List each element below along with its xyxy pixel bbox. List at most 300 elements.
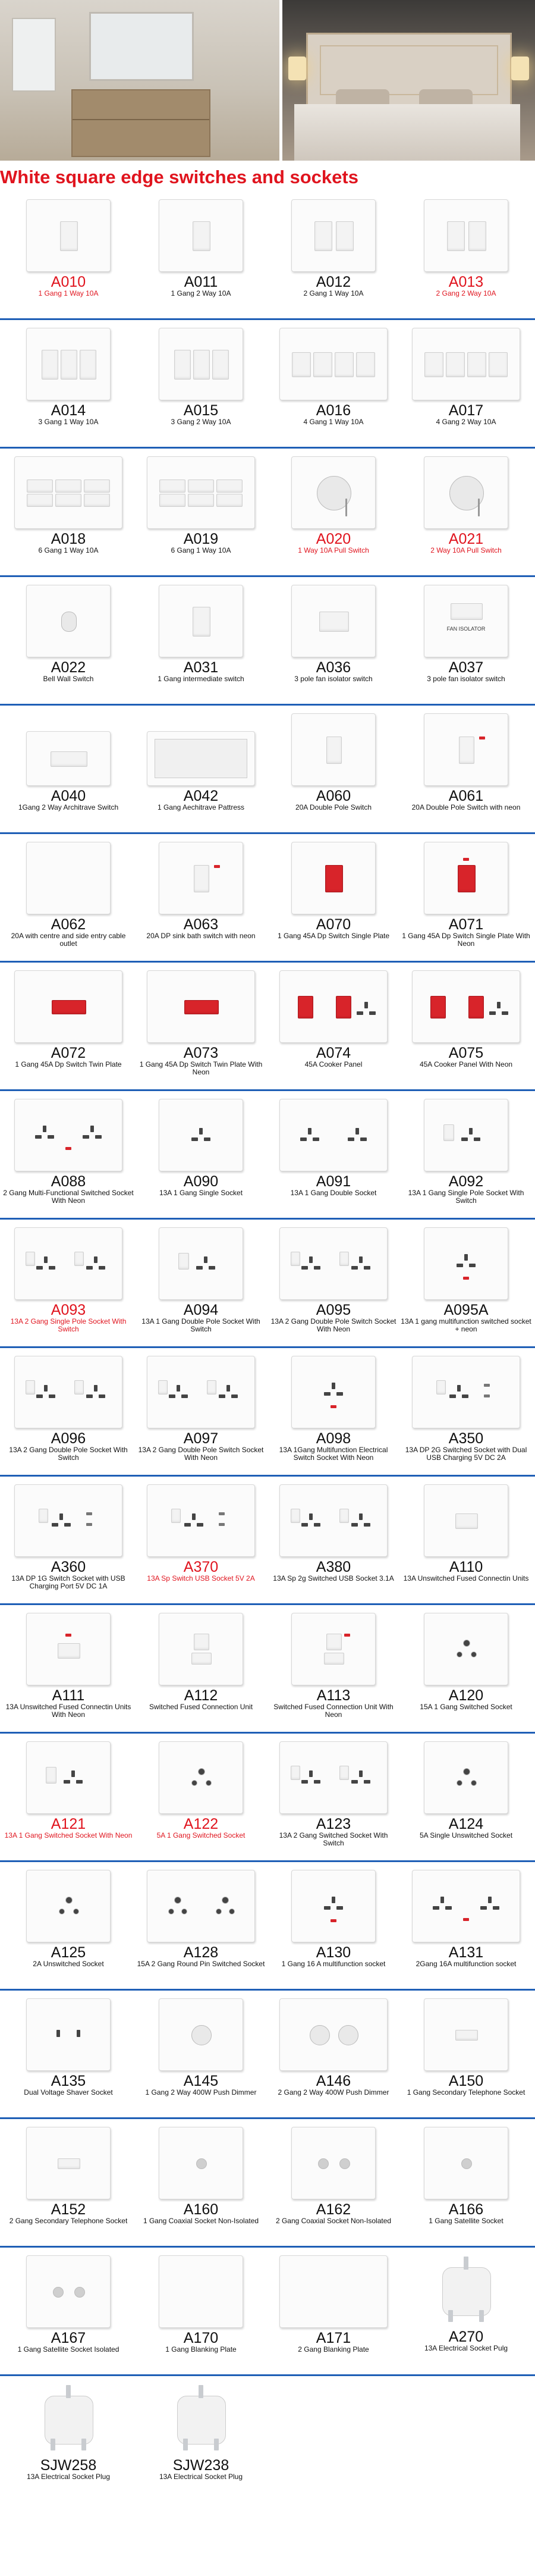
round-pin-hole [471,1651,477,1657]
coax-connector [339,2158,350,2169]
live-pin-slot [351,1266,358,1270]
red-rocker [298,996,313,1019]
product-code: A070 [316,916,351,933]
product-image [147,1356,255,1428]
product-description: 13A Unswitched Fused Connectin Units [403,1574,529,1582]
product-card [3,967,134,1068]
earth-pin-slot [71,1770,75,1777]
product-image [279,1998,388,2071]
earth-pin-slot [309,1256,313,1263]
product-image [279,970,388,1043]
row-divider [0,447,535,449]
usb-port [484,1384,490,1387]
rocker [212,350,229,380]
plug-pin [479,2310,484,2322]
product-card [401,453,531,554]
neutral-pin-slot [48,1135,54,1139]
product-row [0,1096,535,1215]
product-code: A061 [448,788,484,804]
rocker [194,865,209,892]
product-row [0,1353,535,1472]
live-pin-slot [191,1137,198,1141]
earth-pin-slot [43,1126,46,1132]
product-description: 45A Cooker Panel With Neon [419,1060,513,1068]
product-image [412,970,520,1043]
product-card [136,1481,266,1582]
rocker [26,1380,35,1394]
product-card [268,2124,399,2225]
product-row [0,582,535,701]
product-image [159,2255,243,2328]
product-description: Dual Voltage Shaver Socket [24,2088,113,2096]
product-image [279,1484,388,1557]
product-card [268,196,399,297]
product-image [424,1741,508,1814]
rocker [174,350,191,380]
product-description: 13A DP 2G Switched Socket with Dual USB Charging 5V DC 2A [405,1446,527,1462]
product-description: 13A Electrical Socket Pulg [424,2344,508,2352]
photo-lamp [511,57,529,80]
shaver-slot [77,2030,80,2037]
rocker [61,350,77,380]
rocker [55,494,81,507]
product-description: Bell Wall Switch [43,675,94,683]
product-card [268,325,399,426]
product-code: A131 [448,1944,484,1961]
product-image [159,1099,243,1171]
product-description: 1 Gang Coaxial Socket Non-Isolated [143,2217,259,2225]
product-image [291,585,376,657]
usb-port [86,1512,92,1515]
product-description: 6 Gang 1 Way 10A [38,546,99,554]
product-description: 1 Gang 45A Dp Switch Single Plate [277,932,390,940]
product-code: A062 [51,916,86,933]
red-rocker [52,1000,86,1014]
plug-body [177,2396,226,2445]
product-code: A145 [183,2073,219,2089]
round-pin-hole [471,1780,477,1786]
live-pin-slot [300,1137,307,1141]
row-divider [0,575,535,577]
product-image [412,1870,520,1942]
product-card [268,1995,399,2096]
product-row [0,710,535,829]
product-description: 5A Single Unswitched Socket [419,1831,513,1839]
product-card [401,1096,531,1205]
round-pin-hole [73,1909,79,1914]
earth-pin-slot [94,1385,97,1392]
product-card [136,1738,266,1839]
fuse-carrier [58,1643,80,1659]
product-description: 2Gang 16A multifunction socket [416,1960,517,1968]
rocker [314,221,332,251]
rocker [313,352,332,377]
product-row [0,1867,535,1986]
rocker [468,221,486,251]
product-image [291,456,376,529]
product-card [401,2252,531,2352]
round-pin-hole [222,1897,229,1904]
row-divider [0,1732,535,1734]
plug-pin [214,2439,219,2450]
product-code: A350 [448,1430,484,1447]
product-row [0,1995,535,2114]
product-code: A125 [51,1944,86,1961]
neutral-pin-slot [364,1780,370,1784]
earth-pin-slot [94,1256,97,1263]
product-code: A135 [51,2073,86,2089]
earth-pin-slot [192,1513,196,1520]
product-card [136,1096,266,1197]
product-description: 1 Gang 2 Way 10A [171,289,231,297]
rocker [436,1380,446,1394]
product-image [279,328,388,400]
coax-connector [53,2287,64,2298]
product-description: 4 Gang 1 Way 10A [303,418,364,426]
product-card [401,1224,531,1333]
product-code: A013 [448,274,484,290]
product-code: A072 [51,1045,86,1061]
neon-indicator [65,1634,71,1637]
product-card [3,2381,134,2481]
usb-port [219,1512,225,1515]
product-image [424,456,508,529]
product-card [268,2252,399,2354]
product-card [136,967,266,1076]
product-card [3,710,134,811]
product-code: A018 [51,531,86,547]
round-pin-hole [181,1909,187,1914]
product-description: 13A 2 Gang Single Pole Socket With Switch [10,1317,127,1333]
product-image [291,2127,376,2199]
product-code: A170 [183,2330,219,2346]
neutral-pin-slot [197,1523,203,1527]
dimmer-knob [338,2025,358,2045]
live-pin-slot [184,1523,191,1527]
bell-push [61,612,77,632]
product-description: 3 Gang 2 Way 10A [171,418,231,426]
live-pin-slot [64,1780,70,1784]
rocker [178,1253,189,1270]
product-row [0,1224,535,1343]
product-card [3,1867,134,1968]
neutral-pin-slot [314,1266,320,1270]
product-row [0,2252,535,2371]
product-code: A130 [316,1944,351,1961]
plug-pin [199,2385,203,2398]
product-row [0,2381,535,2500]
round-pin-hole [463,1768,470,1775]
pull-cord [478,499,480,516]
product-description: 20A with centre and side entry cable outlet [11,932,126,948]
product-image [279,1741,388,1814]
product-description: 2 Way 10A Pull Switch [430,546,502,554]
product-description: 13A 1 gang multifunction switched socket + neon [401,1317,531,1333]
product-code: A370 [183,1559,219,1575]
product-description: 2 Gang Secondary Telephone Socket [9,2217,128,2225]
rocker [339,1766,349,1780]
product-image [26,328,111,400]
live-pin-slot [301,1523,308,1527]
round-pin-hole [198,1768,205,1775]
product-code: A014 [51,402,86,419]
product-card [268,1867,399,1968]
product-code: A019 [183,531,219,547]
product-description: 13A Electrical Socket Plug [159,2472,243,2481]
product-card [136,839,266,940]
neon-indicator [463,858,469,861]
live-pin-slot [36,1394,43,1398]
rocker [188,480,214,493]
rocker [216,480,243,493]
product-description: 2 Gang 2 Way 10A [436,289,496,297]
rocker [171,1509,181,1523]
earth-pin-slot [332,1897,335,1903]
row-divider [0,1218,535,1220]
fuse-carrier [455,1513,478,1529]
product-description: 2 Gang 1 Way 10A [303,289,364,297]
rocker [443,1124,454,1141]
coax-connector [461,2158,472,2169]
earth-pin-slot [309,1770,313,1777]
product-description: 1 Gang Satellite Socket Isolated [17,2345,119,2354]
product-description: 1 Gang Aechitrave Pattress [157,803,245,811]
neutral-pin-slot [493,1906,499,1910]
product-description: 15A 1 Gang Switched Socket [420,1703,512,1711]
product-description: Switched Fused Connection Unit With Neon [273,1703,394,1719]
rocker [336,221,354,251]
red-rocker [325,865,343,892]
product-card [401,1481,531,1582]
product-code: A096 [51,1430,86,1447]
product-card [3,1353,134,1462]
product-card [136,582,266,683]
product-row [0,2124,535,2243]
product-card [3,453,134,554]
red-rocker [336,996,351,1019]
product-description: 5A 1 Gang Switched Socket [156,1831,246,1839]
neutral-pin-slot [313,1137,319,1141]
live-pin-slot [489,1011,496,1015]
live-pin-slot [301,1266,308,1270]
product-card [136,1353,266,1462]
live-pin-slot [461,1137,468,1141]
product-image [147,456,255,529]
live-pin-slot [301,1780,308,1784]
neon-indicator [214,865,220,868]
live-pin-slot [196,1266,203,1270]
neutral-pin-slot [364,1523,370,1527]
product-description: Switched Fused Connection Unit [149,1703,253,1711]
row-divider [0,1860,535,1862]
live-pin-slot [351,1780,358,1784]
product-code: A150 [448,2073,484,2089]
live-pin-slot [219,1394,225,1398]
earth-pin-slot [59,1513,63,1520]
product-code: A090 [183,1173,219,1190]
product-description: 3 Gang 1 Way 10A [38,418,99,426]
product-code: A073 [183,1045,219,1061]
product-card [401,1610,531,1711]
product-image [291,713,376,786]
product-description: 6 Gang 1 Way 10A [171,546,231,554]
product-card [136,2381,266,2481]
rocker [291,1766,300,1780]
product-description: 1 Gang Blanking Plate [165,2345,237,2354]
product-description: 13A Sp Switch USB Socket 5V 2A [147,1574,255,1582]
earth-pin-slot [204,1256,207,1263]
rocker [216,494,243,507]
round-pin-hole [216,1909,222,1914]
product-description: 1 Gang Satellite Socket [429,2217,503,2225]
product-code: A040 [51,788,86,804]
live-pin-slot [457,1264,463,1267]
neutral-pin-slot [336,1906,343,1910]
product-card [136,1867,266,1968]
product-image [26,1870,111,1942]
live-pin-slot [324,1906,331,1910]
product-card [3,2252,134,2354]
rocker [326,737,342,764]
product-description: 2 Gang 2 Way 400W Push Dimmer [278,2088,389,2096]
product-card [3,196,134,297]
live-pin-slot [480,1906,487,1910]
product-image [291,1870,376,1942]
rocker [291,1252,300,1266]
product-code: A166 [448,2201,484,2218]
product-description: 4 Gang 2 Way 10A [436,418,496,426]
earth-pin-slot [359,1770,363,1777]
live-pin-slot [348,1137,354,1141]
plug-pin [448,2310,453,2322]
earth-pin-slot [464,1254,468,1261]
rocker [335,352,354,377]
red-rocker [184,1000,219,1014]
neutral-pin-slot [314,1523,320,1527]
product-image [424,842,508,914]
live-pin-slot [433,1906,439,1910]
product-row [0,325,535,444]
product-code: A380 [316,1559,351,1575]
product-code: A042 [183,788,219,804]
product-image [159,1227,243,1300]
hero-banner [0,0,535,161]
neutral-pin-slot [49,1266,55,1270]
live-pin-slot [324,1392,331,1396]
rocker [339,1509,349,1523]
product-description: 13A 1 Gang Switched Socket With Neon [4,1831,133,1839]
product-card [3,325,134,426]
product-row [0,453,535,572]
product-row [0,1610,535,1729]
neutral-pin-slot [95,1135,102,1139]
product-code: A017 [448,402,484,419]
row-divider [0,961,535,963]
product-description: 1 Gang 45A Dp Switch Twin Plate [15,1060,122,1068]
product-description: 1 Gang 16 A multifunction socket [281,1960,386,1968]
product-image [159,1613,243,1685]
product-row [0,196,535,315]
product-code: A123 [316,1816,351,1832]
live-pin-slot [351,1523,358,1527]
product-card [136,453,266,554]
bedroom-photo [282,0,535,161]
round-pin-hole [65,1897,73,1904]
photo-vanity [71,89,210,157]
product-description: 13A Sp 2g Switched USB Socket 3.1A [273,1574,394,1582]
earth-pin-slot [309,1513,313,1520]
product-code: A124 [448,1816,484,1832]
product-card [401,710,531,811]
product-code: A071 [448,916,484,933]
product-card [136,2124,266,2225]
rocker [46,1767,56,1784]
product-description: 13A Unswitched Fused Connectin Units With Neon [5,1703,131,1719]
rocker [80,350,96,380]
live-pin-slot [52,1523,58,1527]
rocker [447,221,465,251]
product-code: A011 [184,274,218,290]
product-card [268,967,399,1068]
product-image [147,1484,255,1557]
rocker [158,1380,168,1394]
product-card [268,1610,399,1719]
neon-indicator [65,1147,71,1150]
product-description: 13A DP 1G Switch Socket with USB Charging Port 5V DC 1A [11,1574,125,1590]
product-description: 1 Gang 1 Way 10A [38,289,99,297]
product-card [268,1224,399,1333]
product-card [268,1481,399,1582]
row-divider [0,2246,535,2248]
product-card [3,1610,134,1719]
product-description: 20A Double Pole Switch [295,803,372,811]
product-image [26,2255,111,2328]
neutral-pin-slot [49,1394,55,1398]
live-pin-slot [36,1266,43,1270]
product-image [291,1613,376,1685]
rocker [42,350,58,380]
product-card [268,453,399,554]
row-divider [0,2117,535,2119]
product-code: A074 [316,1045,351,1061]
plug-body [45,2396,93,2445]
neutral-pin-slot [360,1137,367,1141]
neutral-pin-slot [364,1266,370,1270]
product-description: 13A 1 Gang Single Pole Socket With Switch [408,1189,524,1205]
product-description: 1Gang 2 Way Architrave Switch [18,803,119,811]
product-description: 3 pole fan isolator switch [427,675,505,683]
usb-port [86,1523,92,1526]
product-image [424,2127,508,2199]
product-description: 13A 1 Gang Double Pole Socket With Switch [141,1317,260,1333]
product-code: A036 [316,659,351,676]
product-code: A094 [183,1302,219,1318]
product-card [401,967,531,1068]
row-divider [0,1603,535,1605]
phone-flap [58,2158,80,2169]
product-card [3,1096,134,1205]
neutral-pin-slot [99,1266,105,1270]
product-code: A270 [448,2329,484,2345]
product-description: 1 Gang 45A Dp Switch Single Plate With Neon [402,932,530,948]
earth-pin-slot [488,1897,492,1903]
plug-pin [81,2439,86,2450]
product-code: A160 [183,2201,219,2218]
rocker [291,1509,300,1523]
product-card [401,839,531,948]
earth-pin-slot [497,1002,501,1008]
neutral-pin-slot [209,1266,215,1270]
